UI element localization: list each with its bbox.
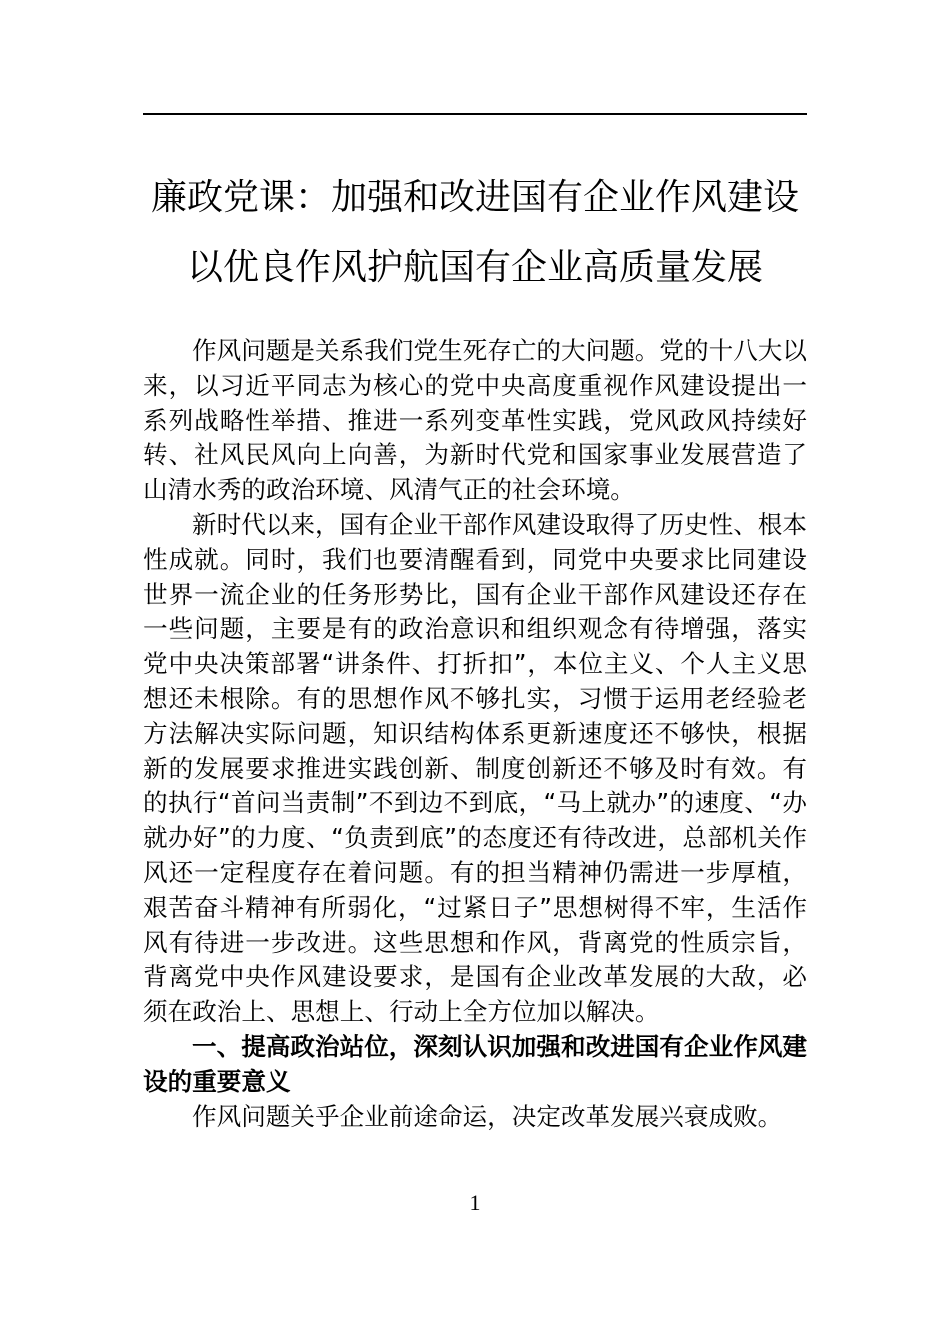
paragraph-2: 新时代以来，国有企业干部作风建设取得了历史性、根本性成就。同时，我们也要清醒看到，同党中央要求比同建设世界一流企业的任务形势比，国有企业干部作风建设还存在一些问题，主要是有的政治意识和组织观念有待增强，落实党中央决策部署“讲条件、打折扣”，本位主义、个人主义思想还未根除。有的思想作风不够扎实，习惯于运用老经验老方法解决实际问题，知识结构体系更新速度还不够快，根据新的发展要求推进实践创新、制度创新还不够及时有效。有的执行“首问当责制”不到边不到底，“马上就办”的速度、“办就办好”的力度、“负责到底”的态度还有待改进，总部机关作风还一定程度存在着问题。有的担当精神仍需进一步厚植，艰苦奋斗精神有所弱化，“过紧日子”思想树得不牢，生活作风有待进一步改进。这些思想和作风，背离党的性质宗旨，背离党中央作风建设要求，是国有企业改革发展的大敌，必须在政治上、思想上、行动上全方位加以解决。 xyxy=(143,509,807,1027)
document-title-line-1: 廉政党课：加强和改进国有企业作风建设 xyxy=(150,177,799,218)
document-body xyxy=(143,334,807,1134)
document-title-line-2: 以优良作风护航国有企业高质量发展 xyxy=(186,247,763,288)
paragraph-1: 作风问题是关系我们党生死存亡的大问题。党的十八大以来，以习近平同志为核心的党中央高度重视作风建设提出一系列战略性举措、推进一系列变革性实践，党风政风持续好转、社风民风向上向善，为新时代党和国家事业发展营造了山清水秀的政治环境、风清气正的社会环境。 xyxy=(143,336,807,505)
page-number: 1 xyxy=(469,1190,481,1215)
section-heading-1: 一、提高政治站位，深刻认识加强和改进国有企业作风建设的重要意义 xyxy=(143,1031,807,1096)
header-rule xyxy=(143,113,807,115)
paragraph-3: 作风问题关乎企业前途命运，决定改革发展兴衰成败。 xyxy=(192,1101,783,1131)
